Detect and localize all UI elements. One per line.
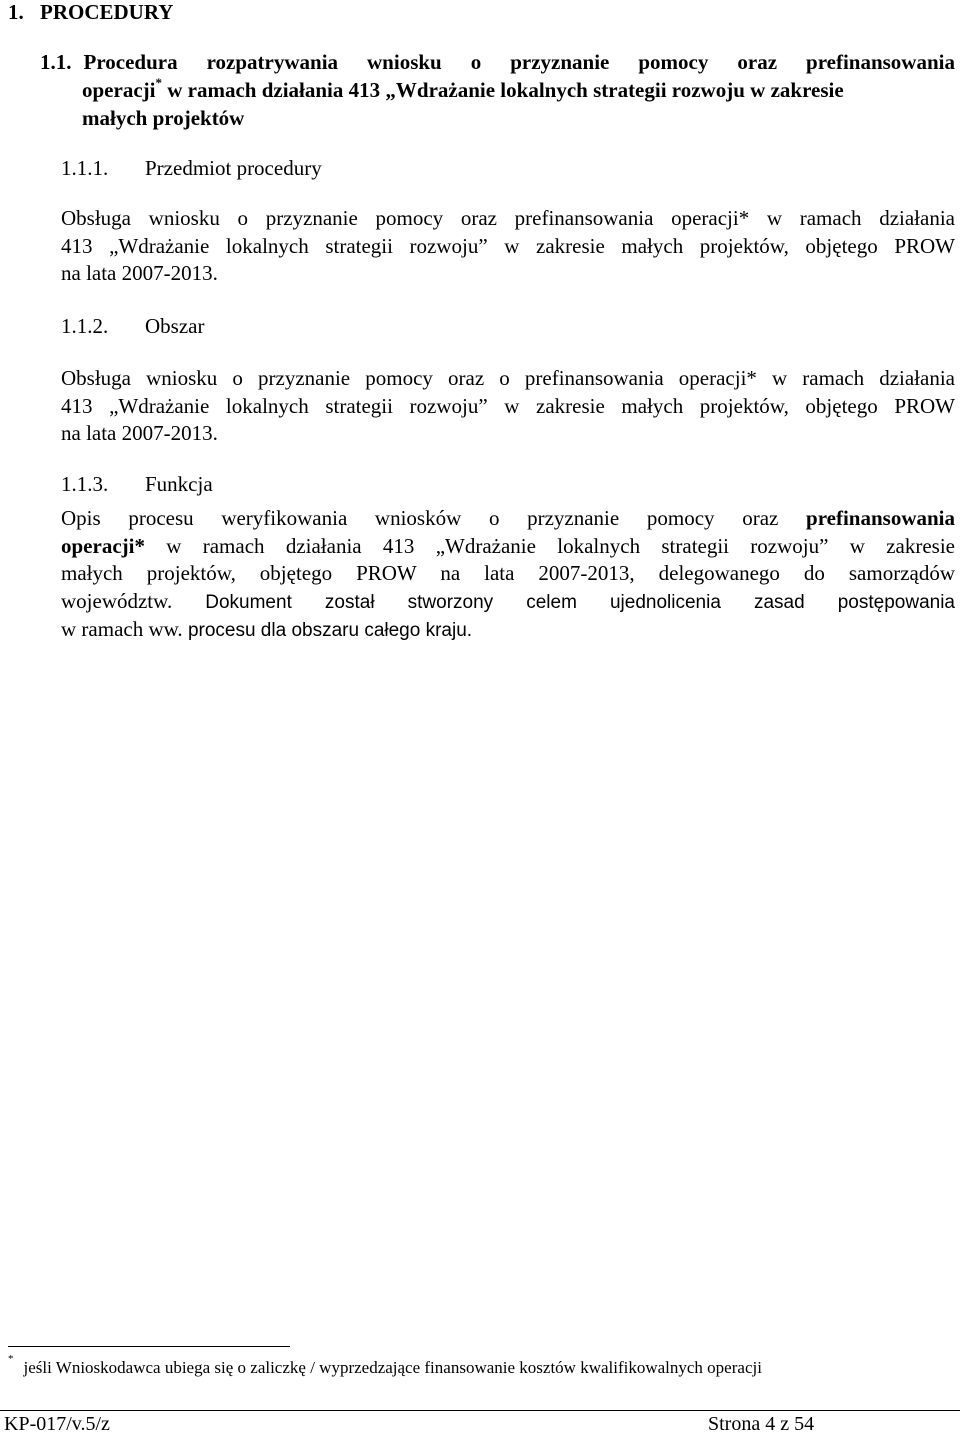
heading-number: 1. (8, 0, 24, 24)
paragraph-line: na lata 2007-2013. (61, 261, 218, 285)
section-number: 1.1.3. (61, 472, 109, 496)
footnote-mark: * (8, 1353, 14, 1366)
paragraph-line: Obsługa wniosku o przyznanie pomocy oraz o prefinansowania operacji* w ramach działania (61, 366, 955, 390)
footnote-text: jeśli Wnioskodawca ubiega się o zaliczkę / wyprzedzające finansowanie kosztów kwalifikowalnych operacji (23, 1358, 762, 1377)
section-number: 1.1.2. (61, 314, 109, 338)
heading-procedure-title (40, 48, 955, 132)
paragraph-line: Opis procesu weryfikowania wniosków o przyznanie pomocy oraz prefinansowania (61, 506, 955, 530)
paragraph-line: małych projektów, objętego PROW na lata 2007-2013, delegowanego do samorządów (61, 561, 955, 585)
section-heading-przedmiot (61, 155, 322, 181)
footnote-separator (8, 1346, 290, 1347)
paragraph-line: 413 „Wdrażanie lokalnych strategii rozwoju” w zakresie małych projektów, objętego PROW (61, 233, 955, 258)
section-title: Funkcja (145, 472, 213, 496)
paragraph-line: województw. Dokument został stworzony celem ujednolicenia zasad postępowania (61, 588, 955, 613)
section-heading-obszar (61, 313, 204, 339)
section-number: 1.1.1. (61, 156, 109, 180)
section-title: Przedmiot procedury (145, 156, 322, 180)
heading-line-1: Procedura rozpatrywania wniosku o przyznanie pomocy oraz prefinansowania (83, 50, 955, 74)
section-title: Obszar (145, 314, 205, 338)
footer-document-code: KP-017/v.5/z (4, 1413, 110, 1435)
heading-line-2: operacji* w ramach działania 413 „Wdrażanie lokalnych strategii rozwoju w zakresie (82, 75, 844, 102)
paragraph-line: operacji* w ramach działania 413 „Wdrażanie lokalnych strategii rozwoju” w zakresie (61, 533, 955, 558)
footnote-ref: * (155, 75, 162, 90)
section-heading-funkcja (61, 471, 213, 497)
paragraph-line: 413 „Wdrażanie lokalnych strategii rozwoju” w zakresie małych projektów, objętego PROW (61, 393, 955, 418)
paragraph-line: na lata 2007-2013. (61, 421, 218, 445)
heading-procedury (8, 0, 173, 25)
heading-number: 1.1. (40, 50, 72, 74)
section-paragraph-przedmiot (61, 205, 955, 288)
section-paragraph-obszar (61, 365, 955, 448)
heading-line-3: małych projektów (82, 106, 245, 130)
heading-title: PROCEDURY (40, 0, 174, 24)
footnote (8, 1353, 762, 1380)
section-paragraph-funkcja (61, 505, 955, 645)
footer-rule (0, 1410, 960, 1411)
paragraph-line: w ramach ww. procesu dla obszaru całego kraju. (61, 617, 473, 641)
footer-page-number: Strona 4 z 54 (708, 1413, 815, 1435)
paragraph-line: Obsługa wniosku o przyznanie pomocy oraz prefinansowania operacji* w ramach działania (61, 206, 955, 230)
